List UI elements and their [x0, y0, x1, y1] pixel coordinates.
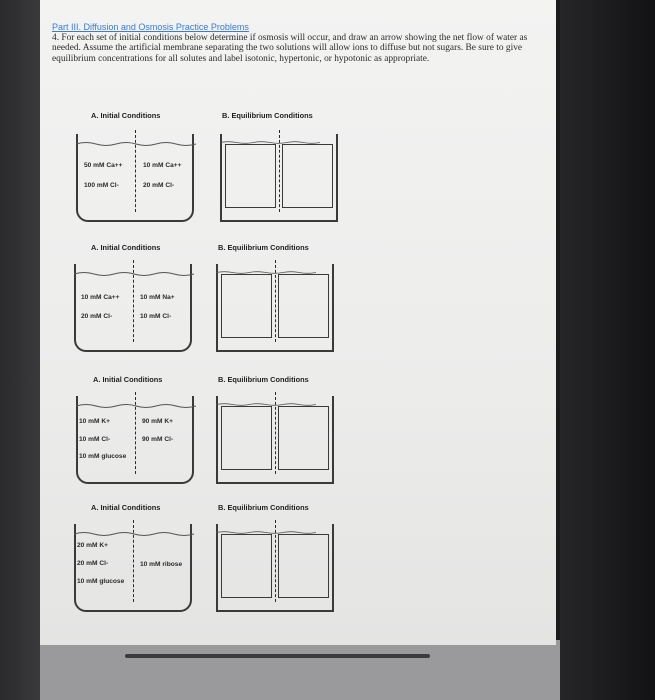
equilibrium-beaker [220, 134, 338, 222]
membrane [275, 260, 276, 342]
initial-heading: A. Initial Conditions [91, 111, 161, 120]
initial-heading: A. Initial Conditions [91, 503, 161, 512]
right-solute: 10 mM Cl- [140, 313, 172, 320]
right-chamber [282, 144, 333, 208]
problem-set-4 [40, 500, 556, 630]
initial-beaker [74, 524, 192, 612]
left-chamber [221, 274, 272, 338]
initial-beaker [74, 264, 192, 352]
equilibrium-heading: B. Equilibrium Conditions [218, 243, 309, 252]
water-surface [76, 141, 196, 147]
equilibrium-beaker [216, 524, 334, 612]
photo-background-right [560, 0, 655, 700]
worksheet-page [40, 0, 556, 645]
right-solute: 90 mM Cl- [142, 436, 174, 443]
part-title: Part III. Diffusion and Osmosis Practice Problems [52, 22, 249, 32]
membrane [279, 130, 280, 212]
initial-beaker [76, 396, 194, 484]
problem-set-1 [40, 108, 556, 238]
membrane [133, 520, 134, 602]
right-chamber [278, 534, 329, 598]
membrane [135, 130, 136, 212]
left-solute: 10 mM Cl- [79, 436, 111, 443]
membrane [135, 392, 136, 474]
right-solute: 10 mM Ca++ [143, 162, 182, 169]
worksheet-header [52, 22, 550, 64]
left-solute: 10 mM K+ [79, 418, 110, 425]
right-solute: 10 mM ribose [140, 561, 183, 568]
water-surface [74, 271, 194, 277]
desk-edge-line [125, 654, 430, 658]
left-chamber [221, 406, 272, 470]
equilibrium-beaker [216, 264, 334, 352]
photo-background-left [0, 0, 40, 700]
initial-heading: A. Initial Conditions [91, 243, 161, 252]
left-chamber [221, 534, 272, 598]
membrane [275, 520, 276, 602]
left-solute: 10 mM glucose [79, 453, 127, 460]
problem-set-2 [40, 240, 556, 370]
left-solute: 100 mM Cl- [84, 182, 119, 189]
left-chamber [225, 144, 276, 208]
equilibrium-beaker [216, 396, 334, 484]
left-solute: 20 mM K+ [77, 542, 108, 549]
left-solute: 20 mM Cl- [81, 313, 113, 320]
right-solute: 20 mM Cl- [143, 182, 175, 189]
problem-set-3 [40, 372, 556, 502]
right-solute: 10 mM Na+ [140, 294, 175, 301]
membrane [275, 392, 276, 474]
initial-heading: A. Initial Conditions [93, 375, 163, 384]
right-chamber [278, 274, 329, 338]
problem-instructions: 4. For each set of initial conditions below determine if osmosis will occur, and draw an arrow showing the net flow of water as needed. Assume the artificial membrane separating the two solutions will allow ions to diffuse but not sugars. Be sure to give equilibrium concentrations for all solutes and label isotonic, hypertonic, or hypotonic as appropriate. [52, 32, 528, 64]
initial-beaker [76, 134, 194, 222]
water-surface [74, 531, 194, 537]
equilibrium-heading: B. Equilibrium Conditions [218, 503, 309, 512]
equilibrium-heading: B. Equilibrium Conditions [218, 375, 309, 384]
right-chamber [278, 406, 329, 470]
equilibrium-heading: B. Equilibrium Conditions [222, 111, 313, 120]
photo-background-bottom [40, 640, 560, 700]
left-solute: 20 mM Cl- [77, 560, 109, 567]
left-solute: 10 mM glucose [77, 578, 125, 585]
right-solute: 90 mM K+ [142, 418, 173, 425]
water-surface [76, 403, 196, 409]
membrane [133, 260, 134, 342]
left-solute: 10 mM Ca++ [81, 294, 120, 301]
left-solute: 50 mM Ca++ [84, 162, 123, 169]
